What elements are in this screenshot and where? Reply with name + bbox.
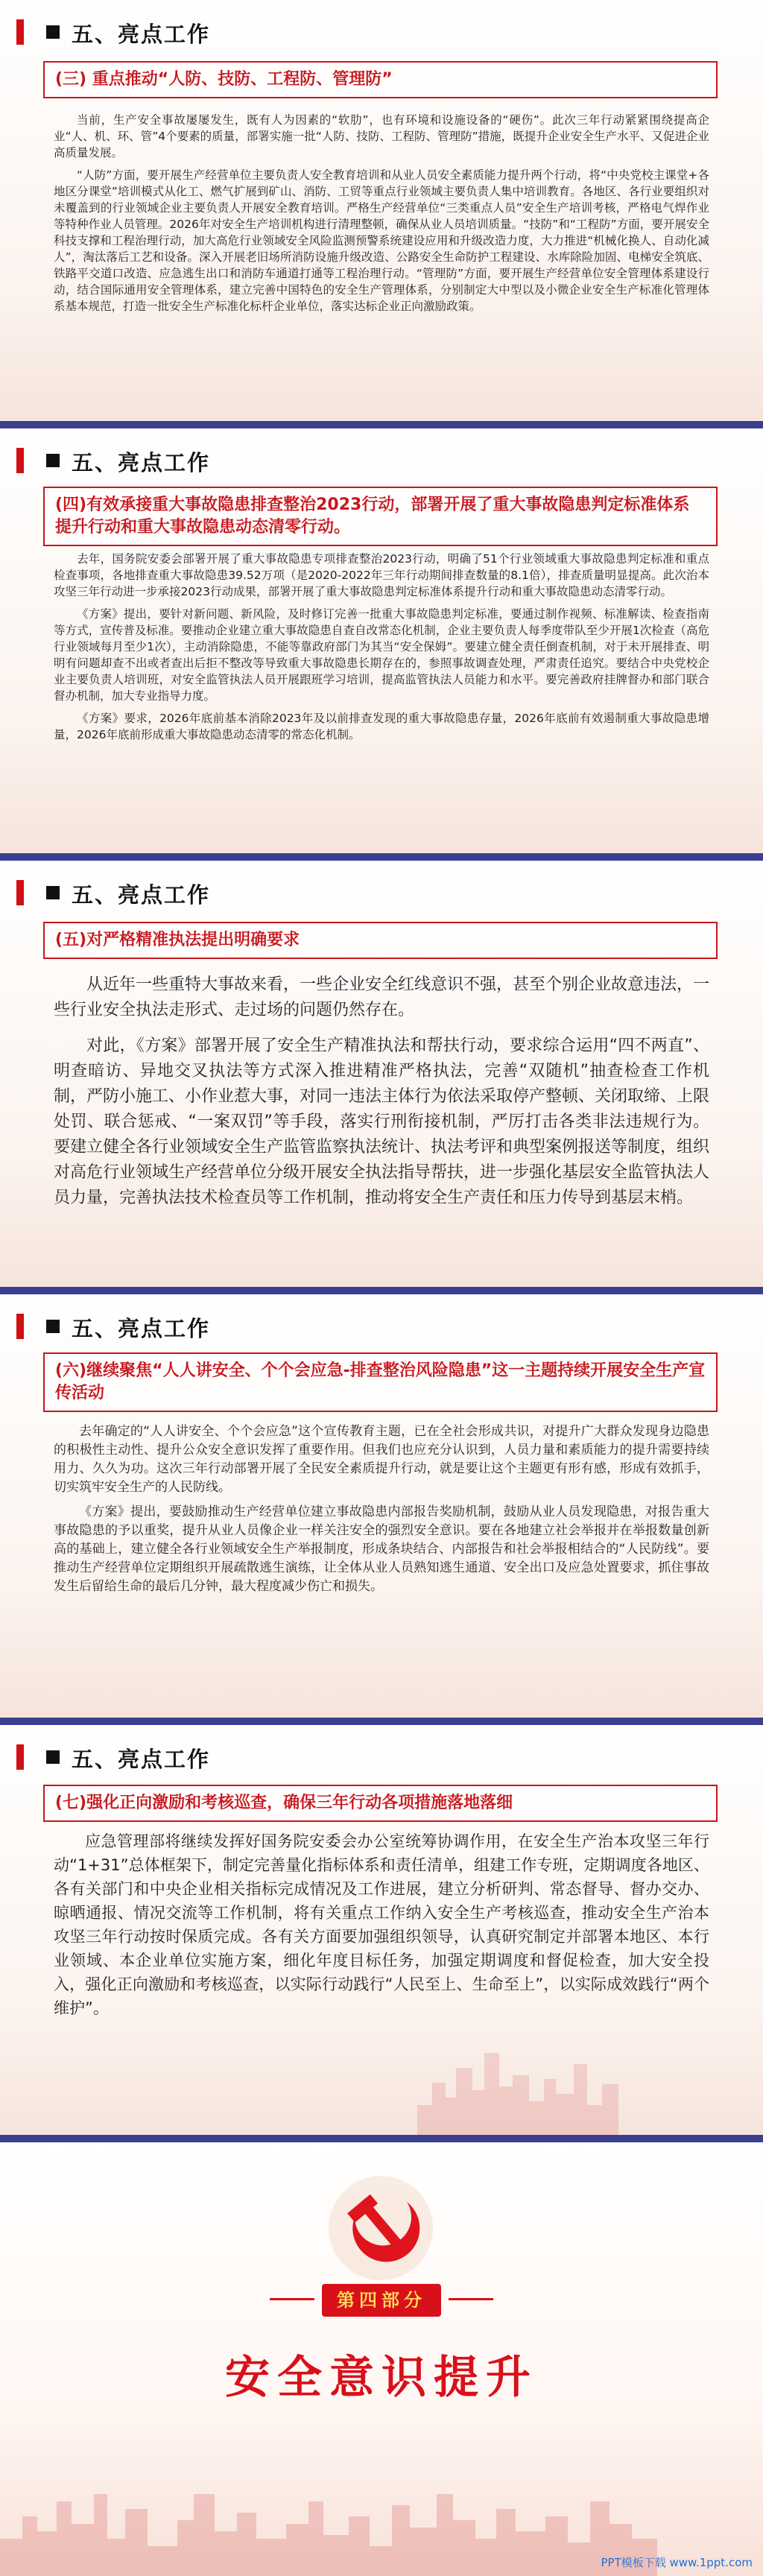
subtitle-box: (四)有效承接重大事故隐患排查整治2023行动，部署开展了重大事故隐患判定标准体系提升行动和重大事故隐患动态清零行动。 [43,487,718,546]
subtitle-box: (三) 重点推动“人防、技防、工程防、管理防” [43,61,718,98]
slide-header [16,16,285,46]
subtitle-box: (五)对严格精准执法提出明确要求 [43,922,718,959]
skyline-decoration [0,2038,763,2135]
slide-body [54,1829,709,2031]
section-title: 五、亮点工作 [72,1316,211,1341]
paragraph: 《方案》提出，要鼓励推动生产经营单位建立事故隐患内部报告奖励机制，鼓励从业人员发现隐患，对报告重大事故隐患的予以重奖，提升从业人员像企业一样关注安全的强烈安全意识。要在各地建立社会举报并在举报数量创新高的基础上，建立健全各行业领域安全生产举报制度，形成条块结合、内部报告和社会举报相结合的“人民防线”。要推动生产经营单位定期组织开展疏散逃生演练，让全体从业人员熟知逃生通道、安全出口及应急处置要求，抓住事故发生后留给生命的最后几分钟，最大程度减少伤亡和损失。 [54,1504,709,1594]
paragraph: 从近年一些重特大事故来看，一些企业安全红线意识不强，甚至个别企业故意违法，一些行业安全执法走形式、走过场的问题仍然存在。 [54,975,710,1019]
party-emblem-icon [325,2172,437,2284]
header-square-icon [46,454,60,467]
header-accent-bar [16,19,24,45]
paragraph: 《方案》提出，要针对新问题、新风险，及时修订完善一批重大事故隐患判定标准，要通过制作视频、标准解读、检查指南等方式，宣传普及标准。要推动企业建立重大事故隐患自查自改常态化机制，企业主要负责人每季度带队至少开展1次检查（高危行业领域每月至少1次），主动消除隐患，不能等靠政府部门为其当“安全保姆”。要建立健全责任倒查机制，对于未开展排查、明明有问题却查不出或者查出后拒不整改等导致重大事故隐患长期存在的，参照事故调查处理，严肃责任追究。要结合中央党校企业主要负责人培训班，对安全监管执法人员开展跟班学习培训，提高监管执法人员能力和水平。要完善政府挂牌督办和部门联合督办机制，加大专业指导力度。 [54,607,709,703]
watermark-link[interactable]: PPT模板下载 www.1ppt.com [601,2556,753,2569]
slide-body [54,551,709,749]
header-square-icon [46,886,60,899]
section-title: 五、亮点工作 [72,22,211,47]
paragraph: “人防”方面，要开展生产经营单位主要负责人安全教育培训和从业人员安全素质能力提升两个行动，将“中央党校主课堂+各地区分课堂”培训模式从化工、燃气扩展到矿山、消防、工贸等重点行业领域主要负责人集中培训教育。各地区、各行业要组织对未覆盖到的行业领域企业主要负责人开展安全教育培训。严格生产经营单位“三类重点人员”安全生产培训考核，严格电气焊作业等特种作业人员管理。2026年对安全生产培训机构进行清理整顿，确保从业人员培训质量。“技防”和“工程防”方面，要开展安全科技支撑和工程治理行动，加大高危行业领域安全风险监测预警系统建设应用和升级改造力度，大力推进“机械化换人、自动化减人”，淘汰落后工艺和设备。深入开展老旧场所消防设施升级改造、公路安全生命防护工程建设、水库除险加固、电梯安全筑底、铁路平交道口改造、应急逃生出口和消防车通道打通等工程治理行动。“管理防”方面，要开展生产经营单位安全管理体系建设行动，结合国际通用安全管理体系，建立完善中国特色的安全生产管理体系，分别制定大中型以及小微企业安全生产标准化管理体系基本规范，打造一批安全生产标准化标杆企业单位，落实达标企业正向激励政策。 [54,168,709,313]
section-title: 五、亮点工作 [72,1747,211,1772]
paragraph: 当前，生产安全事故屡屡发生，既有人为因素的“软肋”，也有环境和设施设备的“硬伤”。此次三年行动紧紧围绕提高企业“人、机、环、管”4个要素的质量，部署实施一批“人防、技防、工程防、管理防”措施，既提升企业安全生产水平、又促进企业高质量发展。 [54,113,709,159]
slide-4 [0,1294,763,1718]
slide-5 [0,1725,763,2135]
paragraph: 对此，《方案》部署开展了安全生产精准执法和帮扶行动，要求综合运用“四不两直”、明查暗访、异地交叉执法等方式深入推进精准严格执法，完善“双随机”抽查检查工作机制，严防小施工、小作业惹大事，对同一违法主体行为依法采取停产整顿、关闭取缔、上限处罚、联合惩戒、“一案双罚”等手段，落实行刑衔接机制，严厉打击各类非法违规行为。要建立健全各行业领域安全生产监管监察执法统计、执法考评和典型案例报送等制度，组织对高危行业领域生产经营单位分级开展安全执法指导帮扶，进一步强化基层安全监管执法人员力量，完善执法技术检查员等工作机制，推动将安全生产责任和压力传导到基层末梢。 [54,1037,710,1207]
header-accent-bar [16,1744,24,1770]
paragraph: 去年确定的“人人讲安全、个个会应急”这个宣传教育主题，已在全社会形成共识，对提升广大群众发现身边隐患的积极性主动性、提升公众安全意识发挥了重要作用。但我们也应充分认识到，人员力量和素质能力的提升需要持续用力、久久为功。这次三年行动部署开展了全民安全素质提升行动，就是要让这个主题更有形有感，形成有效抓手，切实筑牢安全生产的人民防线。 [54,1424,709,1495]
header-square-icon [46,1750,60,1764]
slide-header [16,1311,285,1341]
slide-header [16,445,285,475]
slide-3 [0,861,763,1287]
slide-body [54,1423,709,1602]
header-accent-bar [16,1314,24,1339]
part-title: 安全意识提升 [225,2352,538,2404]
subtitle-box: (七)强化正向激励和考核巡查，确保三年行动各项措施落地落细 [43,1785,718,1822]
part-number-badge: 第四部分 [322,2284,441,2317]
section-title: 五、亮点工作 [72,450,211,475]
slide-2 [0,428,763,853]
subtitle-box: (六)继续聚焦“人人讲安全、个个会应急-排查整治风险隐患”这一主题持续开展安全生产宣传活动 [43,1352,718,1412]
slide-1 [0,0,763,421]
header-accent-bar [16,448,24,473]
header-square-icon [46,25,60,39]
header-accent-bar [16,880,24,905]
part-divider-slide [0,2142,763,2576]
section-title: 五、亮点工作 [72,882,211,908]
paragraph: 应急管理部将继续发挥好国务院安委会办公室统筹协调作用，在安全生产治本攻坚三年行动“1+31”总体框架下，制定完善量化指标体系和责任清单，组建工作专班，定期调度各地区、各有关部门和中央企业相关指标完成情况及工作进展，建立分析研判、常态督导、督办交办、晾晒通报、情况交流等工作机制，将有关重点工作纳入安全生产考核巡查，推动安全生产治本攻坚三年行动按时保质完成。各有关方面要加强组织领导，认真研究制定并部署本地区、本行业领域、本企业单位实施方案，细化年度目标任务，加强定期调度和督促检查，加大安全投入，强化正向激励和考核巡查，以实际行动践行“人民至上、生命至上”，以实际成效践行“两个维护”。 [54,1832,709,2017]
slide-body [54,972,709,1221]
slide-header [16,877,285,907]
paragraph: 《方案》要求，2026年底前基本消除2023年及以前排查发现的重大事故隐患存量，2026年底前有效遏制重大事故隐患增量，2026年底前形成重大事故隐患动态清零的常态化机制。 [54,712,709,741]
slide-header [16,1741,285,1771]
header-square-icon [46,1320,60,1333]
slide-body [54,112,709,320]
paragraph: 去年，国务院安委会部署开展了重大事故隐患专项排查整治2023行动，明确了51个行业领域重大事故隐患判定标准和重点检查事项，各地排查重大事故隐患39.52万项（是2020-2022年三年行动期间排查数量的8.1倍），排查质量明显提高。此次治本攻坚三年行动进一步承接2023行动成果，部署开展了重大事故隐患判定标准体系提升行动和重大事故隐患动态清零行动。 [54,552,709,598]
